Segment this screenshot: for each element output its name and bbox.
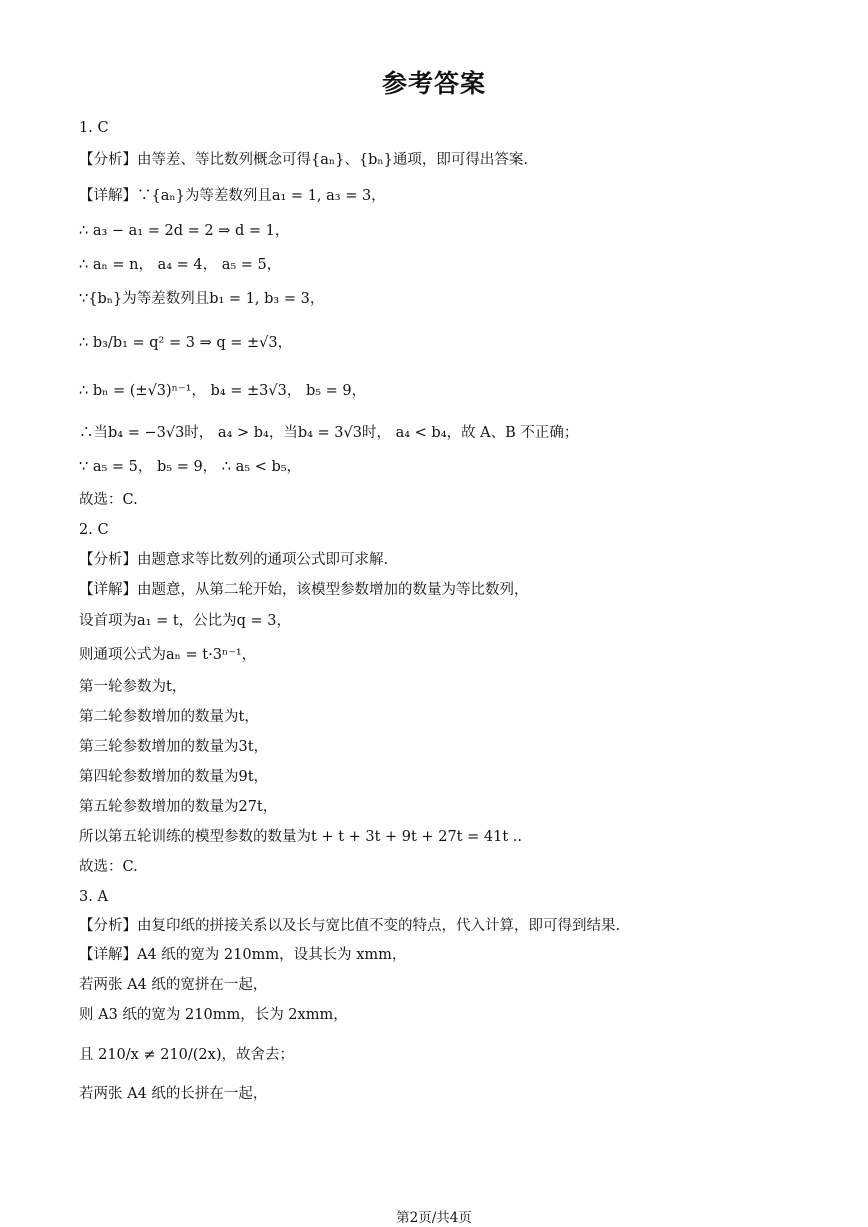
derivation-line: ∴ bₙ = (±√3)ⁿ⁻¹， b₄ = ±3√3， b₅ = 9， [79,383,367,399]
detail-line: 【详解】由题意，从第二轮开始，该模型参数增加的数量为等比数列， [79,582,529,598]
choice-line: 故选：C. [79,492,138,508]
derivation-line: 所以第五轮训练的模型参数的数量为t + t + 3t + 9t + 27t = 41t .. [79,829,522,845]
derivation-line: 则通项公式为aₙ = t·3ⁿ⁻¹， [79,647,257,663]
derivation-line: 第三轮参数增加的数量为3t， [79,739,269,755]
analysis-line: 【分析】由等差、等比数列概念可得{aₙ}、{bₙ}通项，即可得出答案. [79,152,528,168]
derivation-line: ∴ a₃ − a₁ = 2d = 2 ⇒ d = 1， [79,223,290,239]
derivation-line: ∴当b₄ = −3√3时， a₄ > b₄，当b₄ = 3√3时， a₄ < b₄，故 A、B 不正确； [79,425,579,441]
choice-line: 故选：C. [79,859,138,875]
derivation-line: 若两张 A4 纸的长拼在一起， [79,1086,268,1102]
detail-line: 【详解】∵{aₙ}为等差数列且a₁ = 1, a₃ = 3， [79,188,386,204]
derivation-line: 且 210/x ≠ 210/(2x)，故舍去； [79,1047,294,1063]
analysis-line: 【分析】由复印纸的拼接关系以及长与宽比值不变的特点，代入计算，即可得到结果. [79,918,621,934]
derivation-line: 设首项为a₁ = t，公比为q = 3， [79,613,292,629]
derivation-line: 若两张 A4 纸的宽拼在一起， [79,977,268,993]
question-3-answer: 3. A [79,889,108,905]
question-1-answer: 1. C [79,120,109,136]
derivation-line: ∴ aₙ = n， a₄ = 4， a₅ = 5， [79,257,282,273]
question-2-answer: 2. C [79,522,109,538]
derivation-line: 第四轮参数增加的数量为9t， [79,769,269,785]
derivation-line: 第二轮参数增加的数量为t， [79,709,259,725]
derivation-line: ∴ b₃/b₁ = q² = 3 ⇒ q = ±√3， [79,335,293,351]
derivation-line: ∵{bₙ}为等差数列且b₁ = 1, b₃ = 3， [79,291,325,307]
page-title: 参考答案 [381,69,486,98]
derivation-line: 则 A3 纸的宽为 210mm，长为 2xmm， [79,1007,348,1023]
page-footer: 第2页/共4页 [396,1210,472,1226]
derivation-line: ∵ a₅ = 5， b₅ = 9， ∴ a₅ < b₅， [79,459,302,475]
detail-line: 【详解】A4 纸的宽为 210mm，设其长为 xmm， [79,947,407,963]
analysis-line: 【分析】由题意求等比数列的通项公式即可求解. [79,552,389,568]
derivation-line: 第一轮参数为t， [79,679,187,695]
derivation-line: 第五轮参数增加的数量为27t， [79,799,278,815]
